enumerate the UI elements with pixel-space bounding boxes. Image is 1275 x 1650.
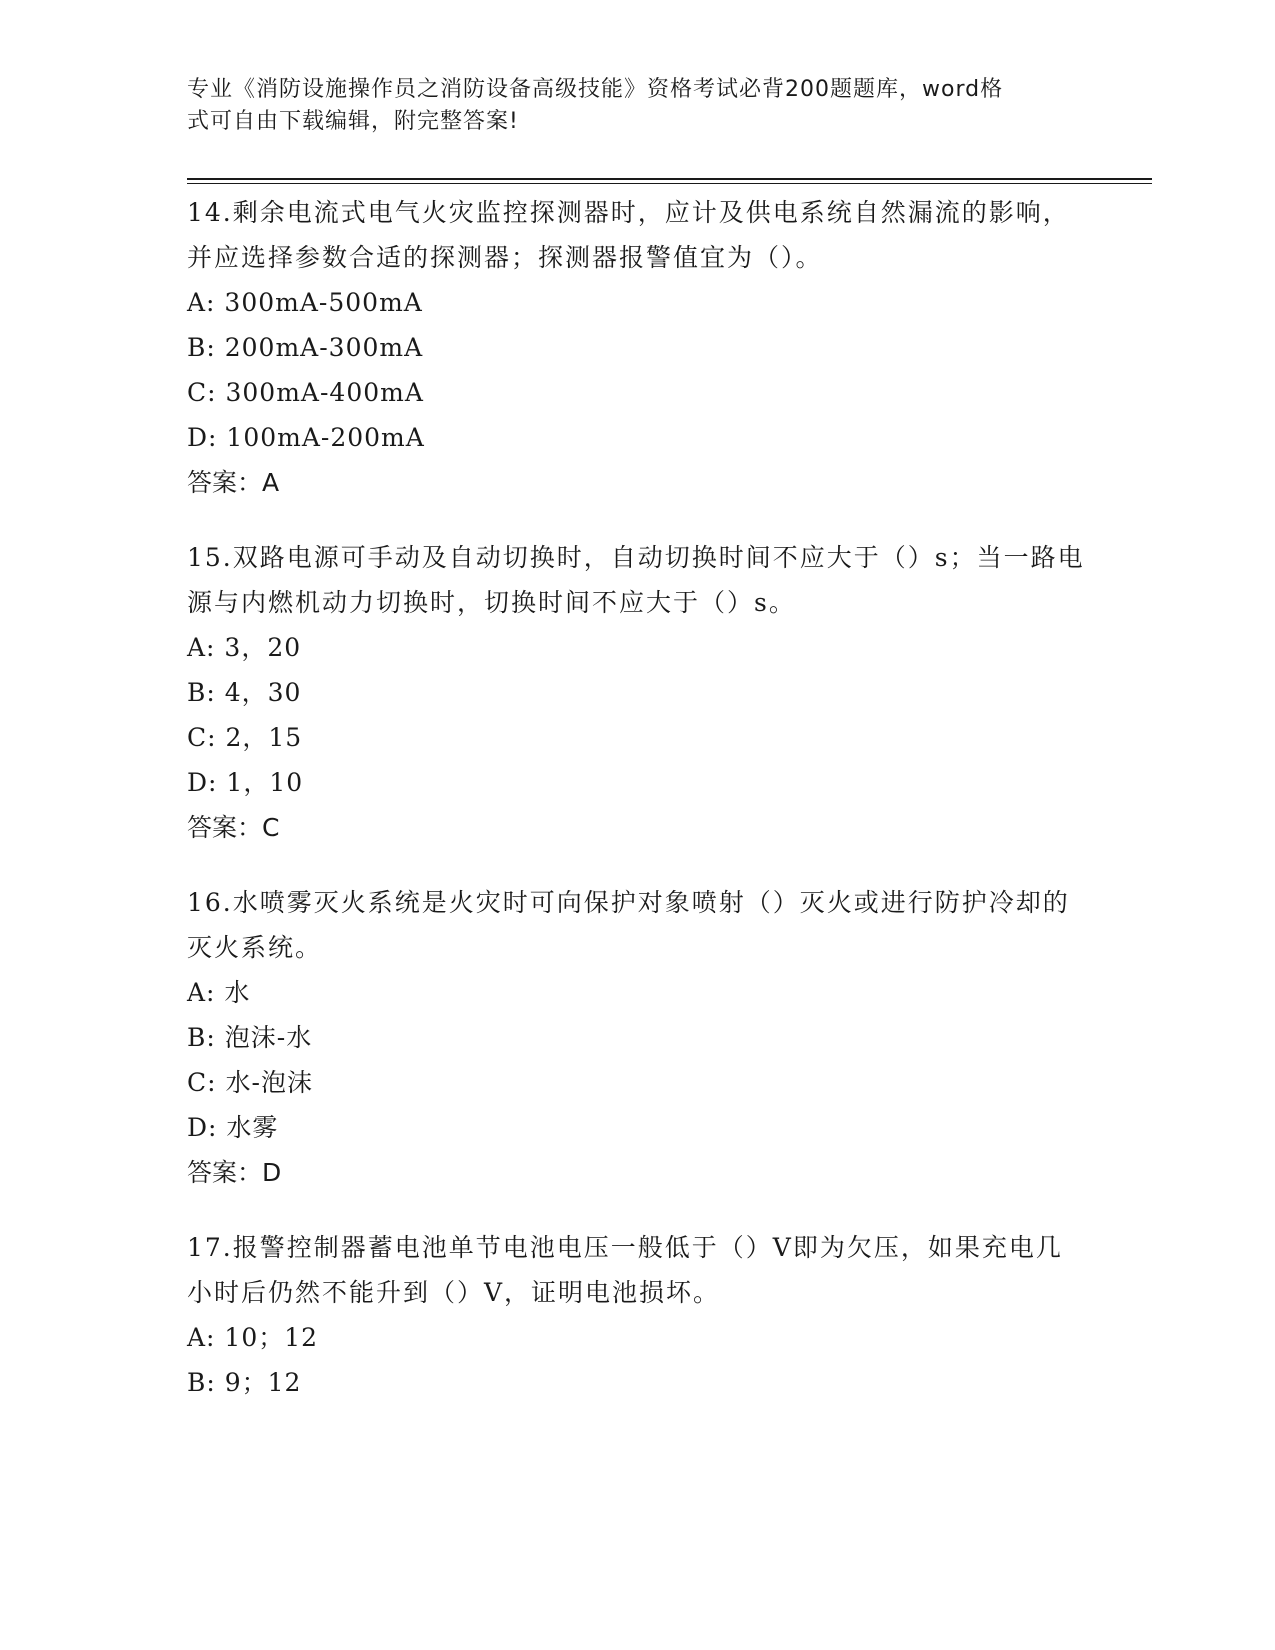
option-d: D: 1，10 [187,768,304,797]
option-b: B: 4，30 [187,678,302,707]
option-c: C: 水-泡沫 [187,1068,313,1097]
option-c: C: 2，15 [187,723,303,752]
question-stem: 14.剩余电流式电气火灾监控探测器时，应计及供电系统自然漏流的影响，并应选择参数合适的探测器；探测器报警值宜为（）。 [187,198,1070,272]
header-divider-thick [187,178,1152,180]
answer-line: 答案：C [187,813,280,842]
answer-line: 答案：D [187,1158,282,1187]
question-stem: 16.水喷雾灭火系统是火灾时可向保护对象喷射（）灭火或进行防护冷却的灭火系统。 [187,888,1070,962]
option-b: B: 泡沫-水 [187,1023,313,1052]
document-header [187,74,1067,138]
option-c: C: 300mA-400mA [187,378,424,407]
option-b: B: 200mA-300mA [187,333,424,362]
option-b: B: 9；12 [187,1368,302,1397]
header-line-1: 专业《消防设施操作员之消防设备高级技能》资格考试必背200题题库，word格 [187,77,1004,102]
header-divider-thin [187,183,1152,184]
question-14 [187,190,1087,505]
question-stem: 17.报警控制器蓄电池单节电池电压一般低于（）V即为欠压，如果充电几小时后仍然不能升到（）V，证明电池损坏。 [187,1233,1063,1307]
question-15 [187,535,1087,850]
question-stem: 15.双路电源可手动及自动切换时，自动切换时间不应大于（）s；当一路电源与内燃机动力切换时，切换时间不应大于（）s。 [187,543,1085,617]
option-d: D: 100mA-200mA [187,423,425,452]
answer-line: 答案：A [187,468,280,497]
option-a: A: 10；12 [187,1323,319,1352]
option-a: A: 3，20 [187,633,302,662]
question-list [187,190,1087,1435]
header-line-2: 式可自由下载编辑，附完整答案! [187,109,519,134]
question-16 [187,880,1087,1195]
question-17 [187,1225,1087,1405]
option-a: A: 300mA-500mA [187,288,423,317]
option-a: A: 水 [187,978,251,1007]
option-d: D: 水雾 [187,1113,279,1142]
